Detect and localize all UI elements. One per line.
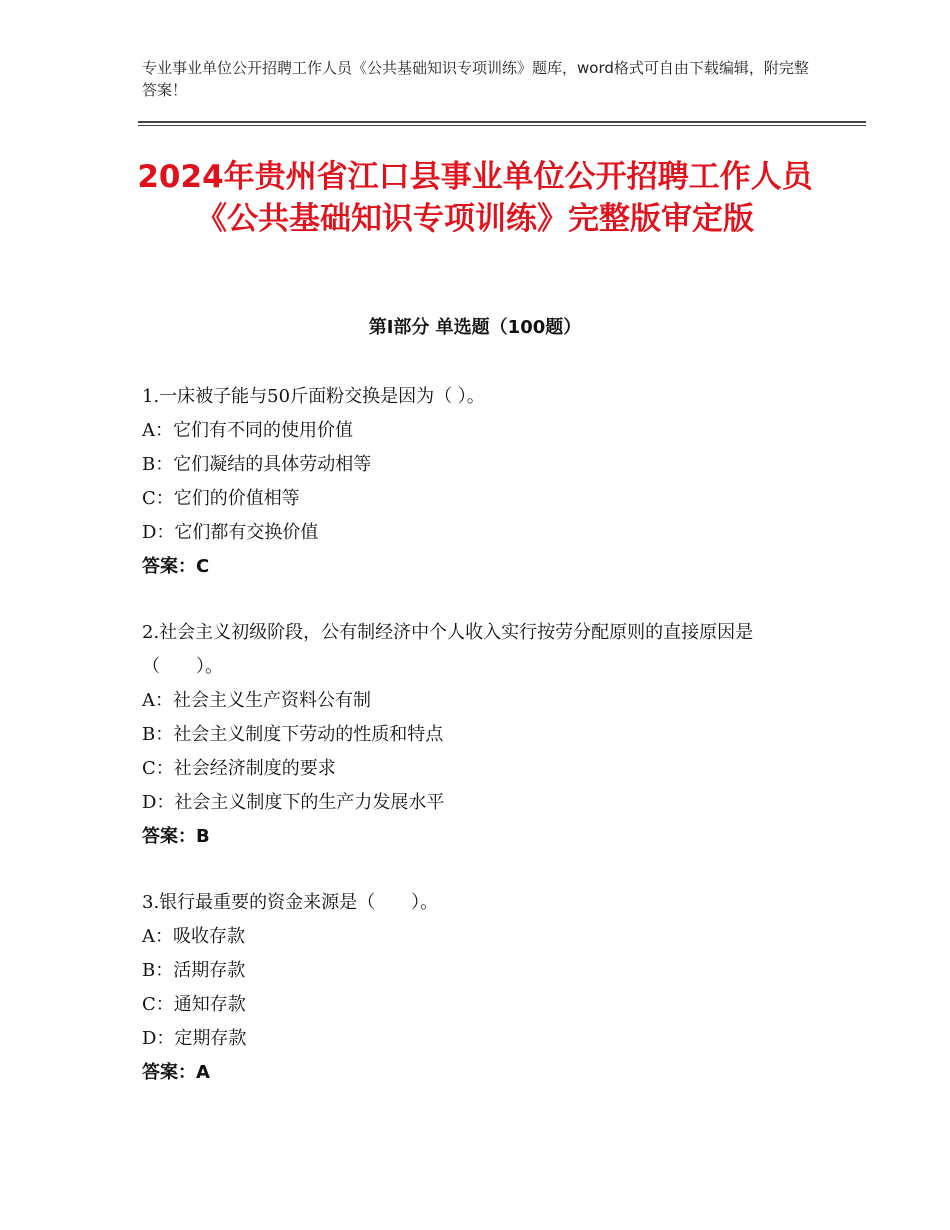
option-c: C：它们的价值相等 xyxy=(142,488,300,509)
header-divider-thin xyxy=(138,125,866,126)
question-stem: 1.一床被子能与50斤面粉交换是因为（ ）。 xyxy=(142,386,485,407)
question-list xyxy=(142,380,812,1122)
document-header-note: 专业事业单位公开招聘工作人员《公共基础知识专项训练》题库，word格式可自由下载编辑，附完整答案！ xyxy=(142,59,809,99)
option-d: D：社会主义制度下的生产力发展水平 xyxy=(142,792,445,813)
document-title: 2024年贵州省江口县事业单位公开招聘工作人员《公共基础知识专项训练》完整版审定版 xyxy=(137,159,813,237)
option-a: A：社会主义生产资料公有制 xyxy=(142,690,371,711)
option-a: A：它们有不同的使用价值 xyxy=(142,420,353,441)
header-divider-thick xyxy=(138,121,866,123)
question-stem: 3.银行最重要的资金来源是（ ）。 xyxy=(142,892,439,913)
answer-line: 答案：B xyxy=(142,826,210,847)
question-1 xyxy=(142,380,812,584)
question-stem: 2.社会主义初级阶段，公有制经济中个人收入实行按劳分配原则的直接原因是（ ）。 xyxy=(142,622,754,677)
option-d: D：定期存款 xyxy=(142,1028,247,1049)
answer-line: 答案：A xyxy=(142,1062,210,1083)
option-b: B：它们凝结的具体劳动相等 xyxy=(142,454,372,475)
section-title: 第Ⅰ部分 单选题（100题） xyxy=(368,317,582,338)
option-b: B：社会主义制度下劳动的性质和特点 xyxy=(142,724,444,745)
option-c: C：通知存款 xyxy=(142,994,246,1015)
option-a: A：吸收存款 xyxy=(142,926,245,947)
question-2 xyxy=(142,616,812,854)
answer-line: 答案：C xyxy=(142,556,210,577)
option-d: D：它们都有交换价值 xyxy=(142,522,319,543)
option-b: B：活期存款 xyxy=(142,960,246,981)
question-3 xyxy=(142,886,812,1090)
option-c: C：社会经济制度的要求 xyxy=(142,758,336,779)
